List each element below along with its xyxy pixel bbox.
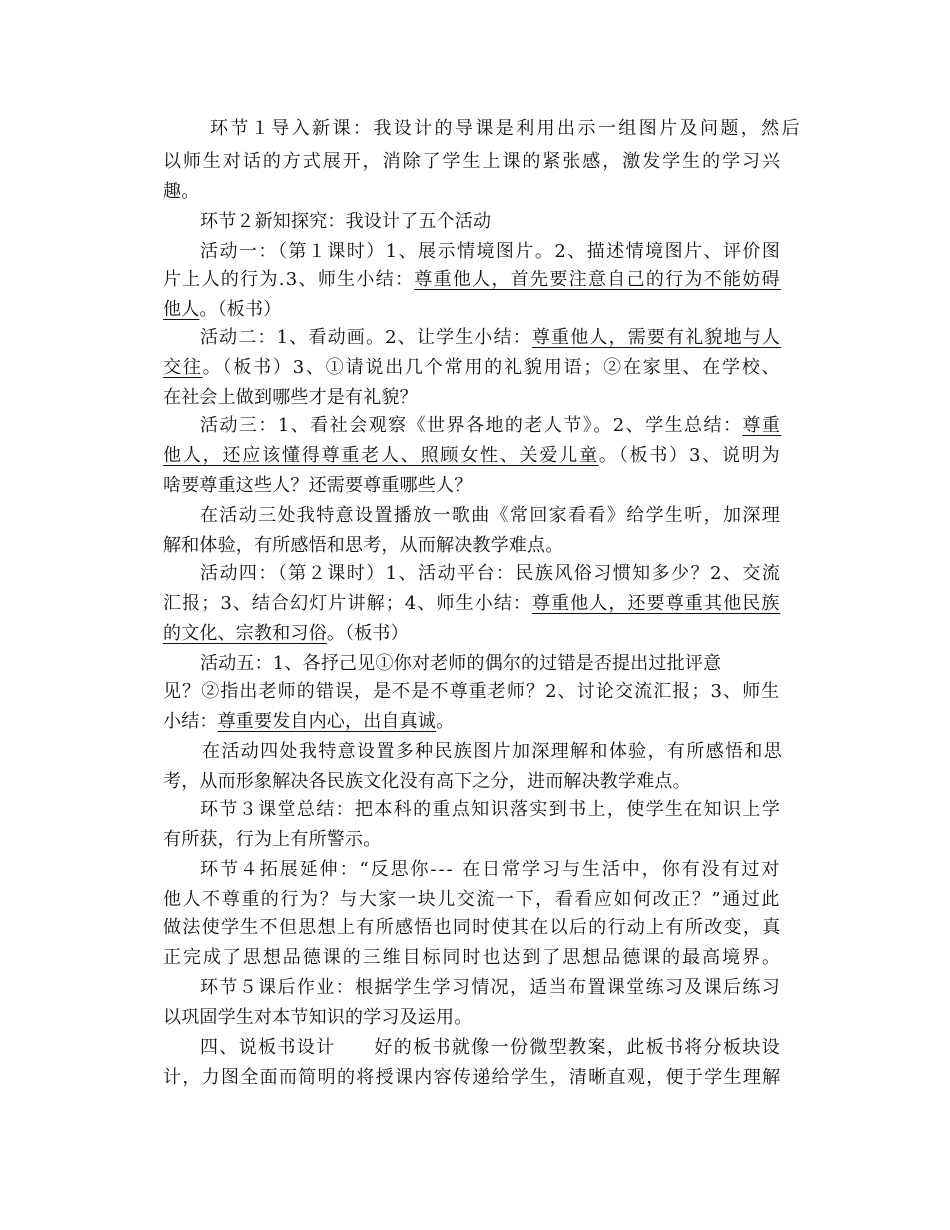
- text-line: [202, 738, 783, 766]
- text-segment: 活动一：（第１课时）1、展示情境图片。2、描述情境图片、评价图: [200, 241, 782, 262]
- text-segment: 趣。: [163, 181, 200, 202]
- text-segment: 活动二：1、看动画。2、让学生小结：: [200, 327, 532, 348]
- text-line: [163, 472, 472, 500]
- text-segment: 小结：: [163, 711, 218, 732]
- underlined-text: 尊重: [742, 415, 782, 436]
- text-line: [200, 324, 781, 352]
- underlined-text: 他人: [163, 299, 200, 320]
- text-line: [163, 1064, 782, 1092]
- text-line: [163, 296, 281, 324]
- text-line: [163, 532, 563, 560]
- text-line: [200, 502, 781, 530]
- text-segment: 啥要尊重这些人？还需要尊重哪些人？: [163, 475, 473, 496]
- text-segment: 活动四：（第２课时）1、活动平台：民族风俗习惯知多少？2、交流: [200, 563, 782, 584]
- underlined-text: 尊重他人，还要尊重其他民族: [532, 593, 781, 614]
- text-segment: 正完成了思想品德课的三维目标同时也达到了思想品德课的最高境界。: [163, 947, 782, 968]
- text-line: [163, 354, 781, 382]
- text-segment: 。（板书）3、①请说出几个常用的礼貌用语；②在家里、在学校、: [202, 357, 782, 378]
- text-line: [163, 178, 199, 206]
- text-segment: 见？②指出老师的错误，是不是不尊重老师？2、讨论交流汇报；3、师生: [163, 681, 781, 702]
- text-segment: 解和体验，有所感悟和思考，从而解决教学难点。: [163, 535, 564, 556]
- text-line: [163, 944, 782, 972]
- text-segment: 活动三：1、看社会观察《世界各地的老人节》。2、学生总结：: [200, 415, 743, 436]
- text-line: [163, 266, 781, 294]
- text-segment: 在活动四处我特意设置多种民族图片加深理解和体验，有所感悟和思: [202, 741, 784, 762]
- text-segment: 。（板书）: [326, 623, 409, 644]
- text-segment: 环节４拓展延伸：“反思你--- 在日常学习与生活中，你有没有过对: [200, 859, 782, 880]
- text-line: [200, 796, 781, 824]
- text-segment: 活动五：1、各抒己见①你对老师的偶尔的过错是否提出过批评意: [200, 653, 722, 674]
- text-line: [200, 560, 781, 588]
- text-segment: 计，力图全面而简明的将授课内容传递给学生，清晰直观，便于学生理解: [163, 1067, 782, 1088]
- text-line: [163, 590, 780, 618]
- text-line: [210, 115, 802, 143]
- text-line: [163, 442, 781, 470]
- text-segment: 做法使学生不但思想上有所感悟也同时使其在以后的行动上有所改变，真: [163, 917, 782, 938]
- text-line: [163, 886, 781, 914]
- text-segment: 汇报；3、结合幻灯片讲解；4、师生小结：: [163, 593, 533, 614]
- text-line: [163, 768, 691, 796]
- text-segment: 四、说板书设计 好的板书就像一份微型教案，此板书将分板块设: [200, 1037, 782, 1058]
- text-segment: 。（板书）: [199, 299, 282, 320]
- text-line: [200, 1034, 781, 1062]
- text-segment: 有所获，行为上有所警示。: [163, 829, 382, 850]
- text-segment: 环节３课堂总结：把本科的重点知识落实到书上，使学生在知识上学: [200, 799, 782, 820]
- text-line: [200, 974, 781, 1002]
- text-line: [200, 412, 781, 440]
- text-line: [163, 148, 782, 176]
- text-segment: 他人不尊重的行为？与大家一块儿交流一下，看看应如何改正？”通过此: [163, 889, 781, 910]
- text-segment: 考，从而形象解决各民族文化没有高下之分，进而解决教学难点。: [163, 771, 691, 792]
- underlined-text: 的文化、宗教和习俗: [163, 623, 327, 644]
- underlined-text: 交往: [163, 357, 203, 378]
- text-line: [163, 914, 782, 942]
- text-line: [200, 856, 781, 884]
- text-segment: 片上人的行为.3、师生小结：: [163, 269, 415, 290]
- text-segment: 以师生对话的方式展开，消除了学生上课的紧张感，激发学生的学习兴: [163, 151, 782, 172]
- text-segment: 在活动三处我特意设置播放一歌曲《常回家看看》给学生听，加深理: [200, 505, 782, 526]
- text-line: [163, 620, 409, 648]
- text-segment: 环节５课后作业：根据学生学习情况，适当布置课堂练习及课后练习: [200, 977, 782, 998]
- text-line: [163, 384, 418, 412]
- text-segment: 在社会上做到哪些才是有礼貌？: [163, 387, 418, 408]
- underlined-text: 尊重他人，需要有礼貌地与人: [531, 327, 782, 348]
- text-segment: 。（板书）3、说明为: [598, 445, 782, 466]
- text-segment: 。: [436, 711, 455, 732]
- underlined-text: 他人，还应该懂得尊重老人、照顾女性、关爱儿童: [163, 445, 599, 466]
- text-line: [163, 1004, 472, 1032]
- text-segment: 以巩固学生对本节知识的学习及运用。: [163, 1007, 473, 1028]
- text-line: [200, 208, 491, 236]
- text-line: [200, 650, 721, 678]
- underlined-text: 尊重要发自内心，出自真诚: [217, 711, 437, 732]
- text-line: [200, 238, 781, 266]
- text-line: [163, 708, 454, 736]
- text-line: [163, 678, 780, 706]
- text-segment: 环节２新知探究：我设计了五个活动: [200, 211, 492, 232]
- text-line: [163, 826, 381, 854]
- underlined-text: 尊重他人，首先要注意自己的行为不能妨碍: [414, 269, 781, 290]
- text-segment: 环节１导入新课：我设计的导课是利用出示一组图片及问题，然后: [210, 118, 803, 139]
